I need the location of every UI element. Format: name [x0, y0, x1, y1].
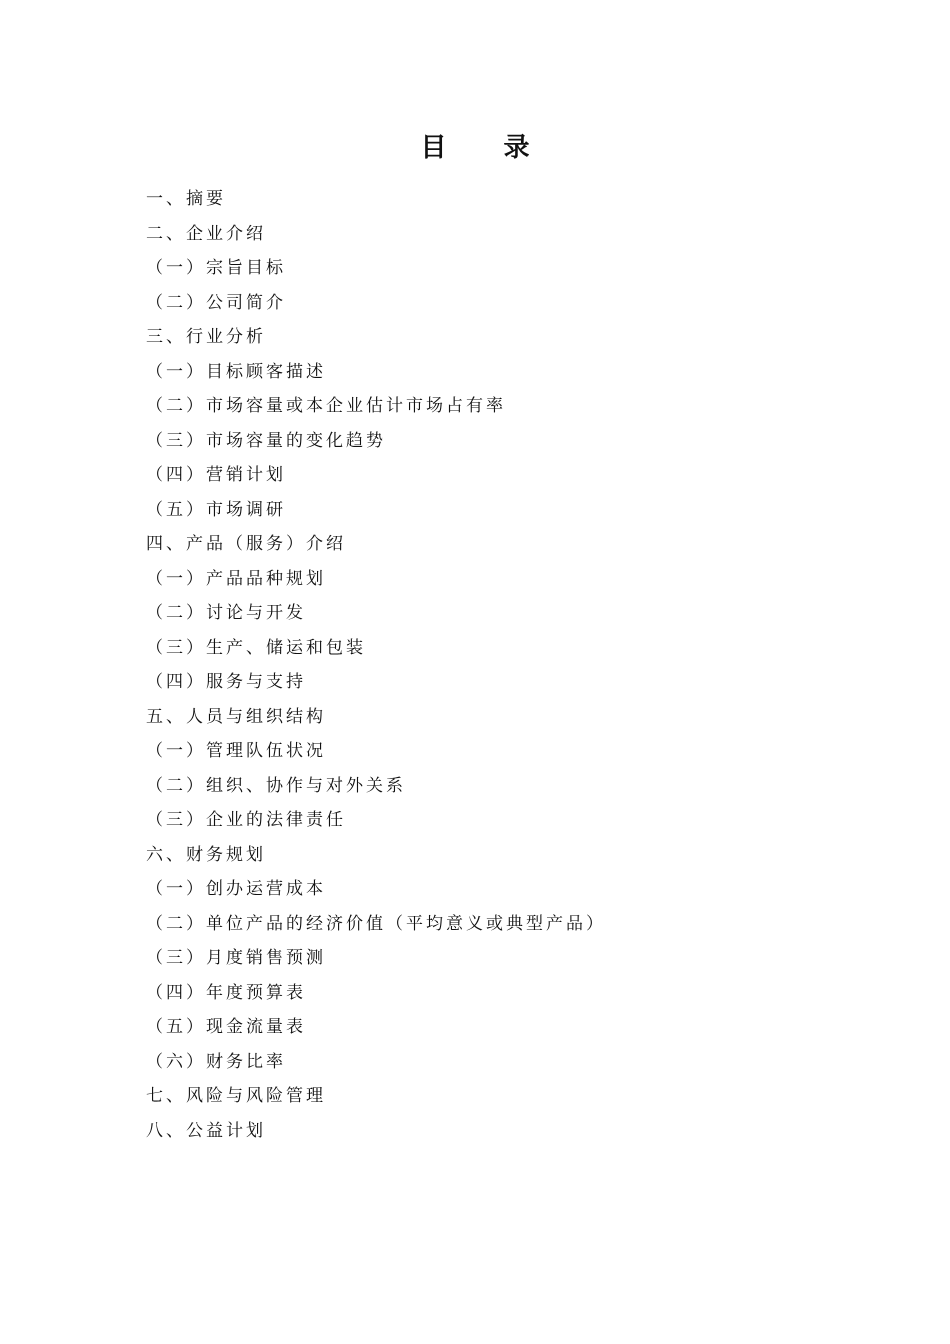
toc-subsection-item: （二）组织、协作与对外关系 — [146, 775, 406, 796]
toc-subsection-item: （一）管理队伍状况 — [146, 741, 326, 761]
toc-section-heading: 六、财务规划 — [146, 844, 266, 865]
toc-section-heading: 七、风险与风险管理 — [146, 1086, 326, 1106]
page-title: 目 录 — [420, 133, 554, 163]
toc-subsection-item: （二）市场容量或本企业估计市场占有率 — [146, 396, 506, 416]
toc-subsection-item: （二）单位产品的经济价值（平均意义或典型产品） — [146, 913, 606, 934]
toc-subsection-item: （六）财务比率 — [146, 1051, 286, 1072]
toc-subsection-item: （二）讨论与开发 — [146, 603, 306, 623]
toc-subsection-item: （一）产品品种规划 — [146, 568, 326, 589]
toc-section-heading: 八、公益计划 — [146, 1120, 266, 1141]
toc-subsection-item: （五）市场调研 — [146, 499, 286, 520]
toc-subsection-item: （三）生产、储运和包装 — [146, 637, 366, 658]
toc-subsection-item: （四）服务与支持 — [146, 672, 306, 692]
table-of-contents — [146, 182, 846, 1148]
toc-section-heading: 三、行业分析 — [146, 327, 266, 347]
toc-subsection-item: （五）现金流量表 — [146, 1017, 306, 1037]
toc-subsection-item: （三）企业的法律责任 — [146, 810, 346, 830]
toc-subsection-item: （四）年度预算表 — [146, 982, 306, 1003]
toc-subsection-item: （三）月度销售预测 — [146, 948, 326, 968]
toc-subsection-item: （三）市场容量的变化趋势 — [146, 430, 386, 451]
toc-subsection-item: （一）宗旨目标 — [146, 258, 286, 278]
toc-subsection-item: （四）营销计划 — [146, 465, 286, 485]
toc-section-heading: 四、产品（服务）介绍 — [146, 534, 346, 554]
toc-subsection-item: （一）目标顾客描述 — [146, 361, 326, 382]
toc-section-heading: 一、摘要 — [146, 189, 226, 209]
toc-subsection-item: （一）创办运营成本 — [146, 879, 326, 899]
toc-subsection-item: （二）公司简介 — [146, 292, 286, 313]
toc-section-heading: 五、人员与组织结构 — [146, 706, 326, 727]
toc-section-heading: 二、企业介绍 — [146, 223, 266, 244]
